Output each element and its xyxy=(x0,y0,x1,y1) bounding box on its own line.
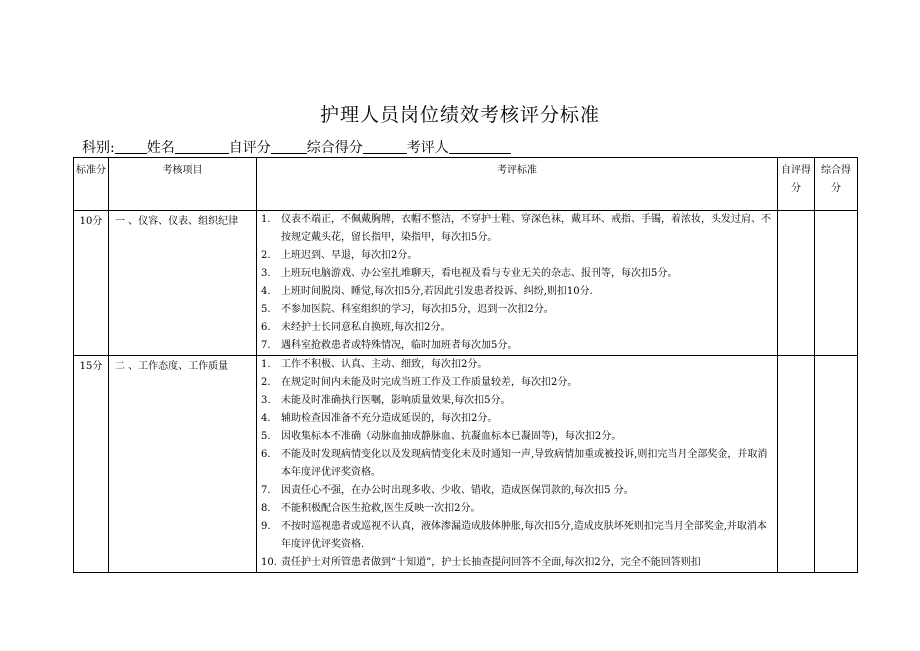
reviewer-blank[interactable] xyxy=(449,139,511,154)
header-fields xyxy=(82,137,842,157)
table-row xyxy=(74,211,858,356)
criteria-item: 4. 辅助检查因准备不充分造成延误的，每次扣2分。 xyxy=(261,413,498,424)
document-title: 护理人员岗位绩效考核评分标准 xyxy=(319,104,600,126)
row-score: 15分 xyxy=(74,356,109,573)
row-item: 一 、仪容、仪表、组织纪律 xyxy=(109,211,257,356)
self-score-cell[interactable] xyxy=(778,211,815,356)
criteria-item: 1. 仪表不端正，不佩戴胸牌，衣帽不整洁，不穿护士鞋、穿深色袜，戴耳环、戒指、手镯，着浓妆，头发过肩、不按规定戴头花，留长指甲，染指甲，每次扣5分。 xyxy=(261,214,771,243)
self-score-cell[interactable] xyxy=(778,356,815,573)
criteria-item: 2. 在规定时间内未能及时完成当班工作及工作质量较差，每次扣2分。 xyxy=(261,377,578,388)
criteria-item: 8. 不能积极配合医生抢救,医生反映一次扣2分。 xyxy=(261,503,481,514)
criteria-item: 3. 上班玩电脑游戏、办公室扎堆聊天，看电视及看与专业无关的杂志、报刊等，每次扣5分。 xyxy=(261,268,678,279)
reviewer-label: 考评人 xyxy=(406,140,449,156)
assessment-table xyxy=(73,157,858,573)
header-item: 考核项目 xyxy=(109,158,257,211)
name-label: 姓名 xyxy=(146,140,175,156)
criteria-item: 5. 不参加医院、科室组织的学习，每次扣5分，迟到一次扣2分。 xyxy=(261,304,554,315)
criteria-item: 6. 不能及时发现病情变化以及发现病情变化未及时通知一声,导致病情加重或被投诉,则扣完当月全部奖金，并取消本年度评优评奖资格。 xyxy=(261,449,768,478)
name-blank[interactable] xyxy=(175,139,229,154)
total-score-cell[interactable] xyxy=(815,211,858,356)
criteria-item: 10. 责任护士对所管患者做到“十知道”，护士长抽查提问回答不全面,每次扣2分，完全不能回答则扣 xyxy=(261,557,701,568)
self-score-blank[interactable] xyxy=(271,139,307,154)
criteria-item: 7. 因责任心不强，在办公时出现多收、少收、错收，造成医保罚款的,每次扣5 分。 xyxy=(261,485,634,496)
self-score-label: 自评分 xyxy=(228,140,271,156)
criteria-item: 9. 不按时巡视患者或巡视不认真，液体渗漏造成肢体肿胀,每次扣5分,造成皮肤坏死则扣完当月全部奖金,并取消本年度评优评奖资格. xyxy=(261,521,767,550)
total-score-blank[interactable] xyxy=(363,139,407,154)
dept-label: 科别: xyxy=(82,140,115,156)
row-score: 10分 xyxy=(74,211,109,356)
header-criteria: 考评标准 xyxy=(257,158,778,211)
criteria-item: 5. 因收集标本不准确（动脉血抽成静脉血、抗凝血标本已凝固等)，每次扣2分。 xyxy=(261,431,622,442)
header-total-score: 综合得分 xyxy=(815,158,858,211)
total-score-label: 综合得分 xyxy=(306,140,363,156)
row-criteria xyxy=(257,211,778,356)
dept-blank[interactable] xyxy=(115,139,147,154)
criteria-item: 3. 未能及时准确执行医嘱，影响质量效果,每次扣5分。 xyxy=(261,395,511,406)
criteria-item: 2. 上班迟到、早退，每次扣2分。 xyxy=(261,250,418,261)
header-self-score: 自评得分 xyxy=(778,158,815,211)
row-criteria xyxy=(257,356,778,573)
criteria-item: 7. 遇科室抢救患者或特殊情况，临时加班者每次加5分。 xyxy=(261,340,518,351)
table-header-row xyxy=(74,158,858,211)
criteria-item: 4. 上班时间脱岗、睡觉,每次扣5分,若因此引发患者投诉、纠纷,则扣10分. xyxy=(261,286,593,297)
row-item: 二 、工作态度、工作质量 xyxy=(109,356,257,573)
total-score-cell[interactable] xyxy=(815,356,858,573)
header-score: 标准分 xyxy=(74,158,109,211)
criteria-item: 6. 未经护士长同意私自换班,每次扣2分。 xyxy=(261,322,451,333)
criteria-item: 1. 工作不积极、认真、主动、细致，每次扣2分。 xyxy=(261,359,488,370)
table-row xyxy=(74,356,858,573)
